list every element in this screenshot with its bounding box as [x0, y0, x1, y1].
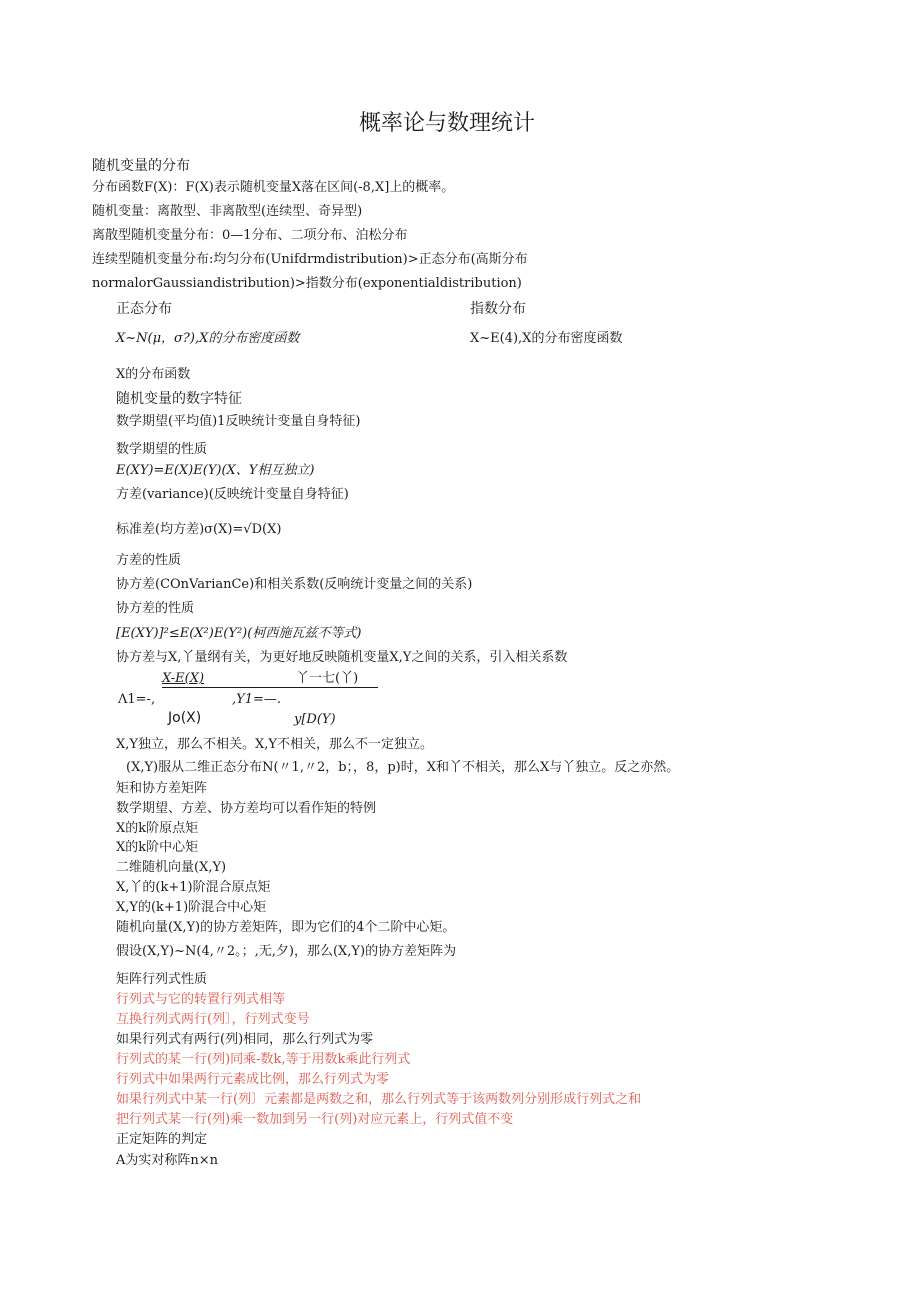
text-line: E(XY)=E(X)E(Y)(X、Y相互独立) [116, 463, 315, 478]
text-line: (X,Y)服从二维正态分布N(〃1,〃2，b；，8，p)时，X和丫不相关，那么X与丫独立。反之亦然。 [126, 760, 680, 775]
formula-numerator-x: X-E(X) [162, 671, 205, 686]
text-line: A为实对称阵n×n [116, 1153, 219, 1168]
text-line: X~E(4),X的分布密度函数 [470, 331, 623, 346]
section-heading-distribution: 随机变量的分布 [92, 158, 190, 174]
text-line: 假设(X,Y)~N(4,〃2。；,无,夕)，那么(X,Y)的协方差矩阵为 [116, 944, 457, 959]
text-line: 数学期望(平均值)1反映统计变量自身特征) [116, 414, 361, 429]
highlight-line: 如果行列式中某一行(列〕元素都是两数之和，那么行列式等于该两数列分别形成行列式之和 [116, 1092, 642, 1107]
formula-denominator-y: y[D(Y) [294, 712, 336, 727]
subheading-normal-distribution: 正态分布 [116, 301, 172, 317]
text-line: X,Y的(k+1)阶混合中心矩 [116, 900, 267, 915]
page-title: 概率论与数理统计 [359, 111, 536, 136]
text-line: 随机向量(X,Y)的协方差矩阵，即为它们的4个二阶中心矩。 [116, 920, 456, 935]
section-heading-numerical-characteristics: 随机变量的数字特征 [116, 391, 242, 407]
text-line: X,Y独立，那么不相关。X,Y不相关，那么不一定独立。 [116, 737, 433, 752]
text-line: 二维随机向量(X,Y) [116, 860, 227, 875]
text-line: 矩阵行列式性质 [116, 972, 208, 987]
text-line: X~N(μ，σ?),X的分布密度函数 [116, 331, 300, 346]
text-line: 方差的性质 [116, 553, 182, 568]
text-line: X,丫的(k+1)阶混合原点矩 [116, 880, 271, 895]
text-line: 连续型随机变量分布:均匀分布(Unifdrmdistribution)>正态分布(高斯分布 [92, 252, 528, 267]
text-line: 离散型随机变量分布：0—1分布、二项分布、泊松分布 [92, 228, 408, 243]
highlight-line: 行列式与它的转置行列式相等 [116, 992, 286, 1007]
highlight-line: 行列式中如果两行元素成比例，那么行列式为零 [116, 1072, 390, 1087]
formula-fraction-line [162, 687, 378, 688]
text-line: 协方差与X,丫量纲有关，为更好地反映随机变量X,Y之间的关系，引入相关系数 [116, 650, 568, 665]
text-line: X的k阶原点矩 [116, 821, 199, 836]
highlight-line: 行列式的某一行(列)同乘-数k,等于用数k乘此行列式 [116, 1052, 411, 1067]
text-line: 标准差(均方差)σ(X)=√D(X) [116, 522, 282, 537]
formula-mid: ,Y1=—. [232, 692, 282, 707]
text-line: 如果行列式有两行(列)相同，那么行列式为零 [116, 1032, 374, 1047]
text-line: 随机变量：离散型、非离散型(连续型、奇异型) [92, 204, 363, 219]
text-line: [E(XY)]²≤E(X²)E(Y²)(柯西施瓦兹不等式) [116, 626, 362, 641]
highlight-line: 把行列式某一行(列)乘一数加到另一行(列)对应元素上，行列式值不变 [116, 1112, 514, 1127]
text-line: 方差(variance)(反映统计变量自身特征) [116, 487, 349, 502]
formula-numerator-y: 丫一七(丫) [296, 671, 359, 686]
highlight-line: 互换行列式两行(列〕，行列式变号 [116, 1012, 310, 1027]
text-line: X的分布函数 [116, 367, 191, 382]
formula-denominator-x: Jo(X) [168, 710, 202, 726]
text-line: 数学期望的性质 [116, 442, 208, 457]
subheading-exponential-distribution: 指数分布 [470, 301, 526, 317]
text-line: 正定矩阵的判定 [116, 1132, 208, 1147]
text-line: 矩和协方差矩阵 [116, 781, 208, 796]
text-line: 数学期望、方差、协方差均可以看作矩的特例 [116, 801, 377, 816]
text-line: X的k阶中心矩 [116, 840, 199, 855]
text-line: 协方差(COnVarianCe)和相关系数(反响统计变量之间的关系) [116, 577, 473, 592]
text-line: normalorGaussiandistribution)>指数分布(exponentialdistribution) [92, 276, 522, 291]
formula-lhs: Λ1=-, [118, 692, 156, 707]
text-line: 分布函数F(X)：F(X)表示随机变量X落在区间(-8,X]上的概率。 [92, 180, 455, 195]
text-line: 协方差的性质 [116, 601, 195, 616]
